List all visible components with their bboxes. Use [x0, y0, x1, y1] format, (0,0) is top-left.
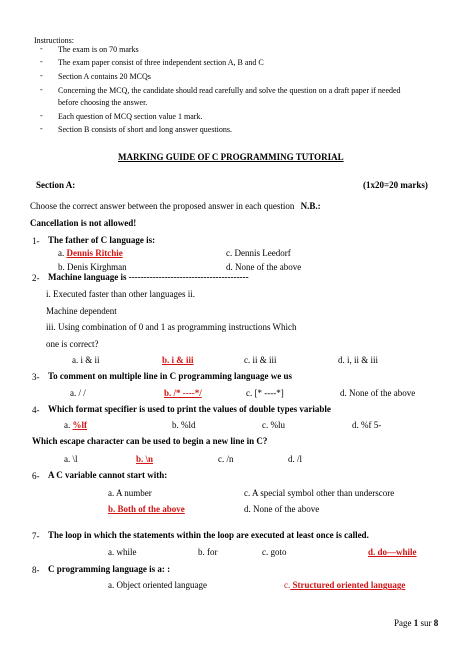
option-c: c. /n — [218, 454, 234, 464]
option-a: a. while — [108, 547, 137, 557]
option-c: c. [* ----*] — [246, 388, 284, 398]
option-d: d. None of the above — [244, 504, 320, 514]
question-text: Which escape character can be used to begin a new line in C? — [32, 436, 268, 446]
page-number: Page 1 sur 8 — [394, 618, 439, 628]
correct-answer: %lf — [72, 420, 87, 430]
intro-text: Choose the correct answer between the proposed answer in each question N.B.: — [30, 201, 321, 211]
question-number: 2- — [32, 273, 40, 283]
question-number: 7- — [32, 531, 40, 541]
correct-answer: Dennis Ritchie — [66, 248, 123, 258]
correct-answer: b. \n — [136, 454, 154, 464]
section-marks: (1x20=20 marks) — [363, 180, 428, 190]
instruction-item: The exam paper consist of three independent section A, B and C — [58, 58, 264, 67]
question-number: 4- — [32, 405, 40, 415]
question-line: one is correct? — [46, 339, 99, 349]
option-d: d. None of the above — [226, 262, 302, 272]
cancellation-note: Cancellation is not allowed! — [30, 218, 137, 228]
question-text: A C variable cannot start with: — [48, 470, 168, 480]
document-page: Instructions: - The exam is on 70 marks - The exam paper consist of three independent section A, B and C - Section A contains 20 MCQs - Concerning the MCQ, the candidate should read carefully and solve the question on a draft paper if needed before choosing the answer. - Each question of MCQ section value 1 mark. - Section B consists of short and long answer questions. MARKING GUIDE OF C PROGRAMMING TUTORIAL Section A: (1x20=20 marks) Choose the correct answer between the proposed answer in each question N.B.: Cancellation is not allowed! 1- The father of C language is: a. Dennis Ritchie c. Dennis Leedorf b. Denis Kirghman d. None of the above 2- Machine language is ---------------------------------------- i. Executed faster than other languages ii. Machine dependent iii. Using combination of 0 and 1 as programming instructions Which one is correct? a. i & ii b. i & iii c. ii & iii d. i, ii & iii 3- To comment on multiple line in C programming language we us a. / / b. /* ----*/ c. [* ----*] d. None of the above 4- Which format specifier is used to print the values of double types variable a. %lf b. %ld c. %lu d. %f 5- Which escape character can be used to begin a new line in C? a. \l b. \n c. /n d. /l 6- A C variable cannot start with: a. A number c. A special symbol other than underscore b. Both of the above d. None of the above 7- The loop in which the statements within the loop are executed at least once is called. a. while b. for c. goto d. do—while 8- C programming language is a: : a. Object oriented language c. Structured oriented language Page 1 sur 8 — [30, 36, 439, 628]
option-c: c. Structured oriented language — [284, 580, 406, 590]
question-text: The father of C language is: — [48, 235, 156, 245]
option-a: a. / / — [70, 388, 86, 398]
correct-answer: b. i & iii — [162, 355, 194, 365]
option-d: d. /l — [288, 454, 303, 464]
question-text: Machine language is ---------------------------------------- — [48, 272, 249, 282]
question-text: To comment on multiple line in C programming language we us — [48, 371, 293, 381]
option-c: c. %lu — [262, 420, 285, 430]
option-a: a. %lf — [64, 420, 87, 430]
nb-label: N.B.: — [300, 201, 321, 211]
option-a: a. \l — [64, 454, 78, 464]
option-a: a. Dennis Ritchie — [58, 248, 123, 258]
page-title: MARKING GUIDE OF C PROGRAMMING TUTORIAL — [118, 152, 344, 162]
instruction-item: Each question of MCQ section value 1 mark. — [58, 112, 203, 121]
option-d: d. None of the above — [340, 388, 416, 398]
question-line: iii. Using combination of 0 and 1 as programming instructions Which — [46, 322, 297, 332]
correct-answer: d. do—while — [368, 547, 417, 557]
option-b: b. %ld — [172, 420, 196, 430]
option-d: d. i, ii & iii — [338, 355, 379, 365]
instructions-heading: Instructions: — [34, 36, 74, 45]
option-c: c. ii & iii — [244, 355, 277, 365]
question-number: 8- — [32, 565, 40, 575]
instruction-item: Section A contains 20 MCQs — [58, 72, 151, 81]
question-number: 1- — [32, 236, 40, 246]
correct-answer: b. Both of the above — [108, 504, 185, 514]
instruction-item: The exam is on 70 marks — [58, 45, 139, 54]
question-number: 6- — [32, 471, 40, 481]
question-line: i. Executed faster than other languages ii. — [46, 289, 195, 299]
option-a: a. A number — [108, 488, 152, 498]
section-label: Section A: — [36, 180, 76, 190]
option-d: d. %f 5- — [352, 420, 382, 430]
instruction-item: Concerning the MCQ, the candidate should read carefully and solve the question on a draft paper if needed — [58, 86, 401, 95]
instruction-item: Section B consists of short and long answer questions. — [58, 125, 232, 134]
question-text: C programming language is a: : — [48, 564, 171, 574]
question-text: The loop in which the statements within the loop are executed at least once is called. — [48, 530, 369, 540]
option-a: a. i & ii — [72, 355, 100, 365]
option-b: b. for — [198, 547, 218, 557]
option-b: b. Denis Kirghman — [58, 262, 127, 272]
question-text: Which format specifier is used to print the values of double types variable — [48, 404, 331, 414]
instruction-item: before choosing the answer. — [58, 98, 148, 107]
option-c: c. A special symbol other than underscore — [244, 488, 395, 498]
option-c: c. Dennis Leedorf — [226, 248, 291, 258]
correct-answer: Structured oriented language — [290, 580, 406, 590]
option-a: a. Object oriented language — [108, 580, 207, 590]
question-line: Machine dependent — [46, 306, 117, 316]
option-c: c. goto — [262, 547, 287, 557]
correct-answer: b. /* ----*/ — [164, 388, 202, 398]
question-number: 3- — [32, 372, 40, 382]
